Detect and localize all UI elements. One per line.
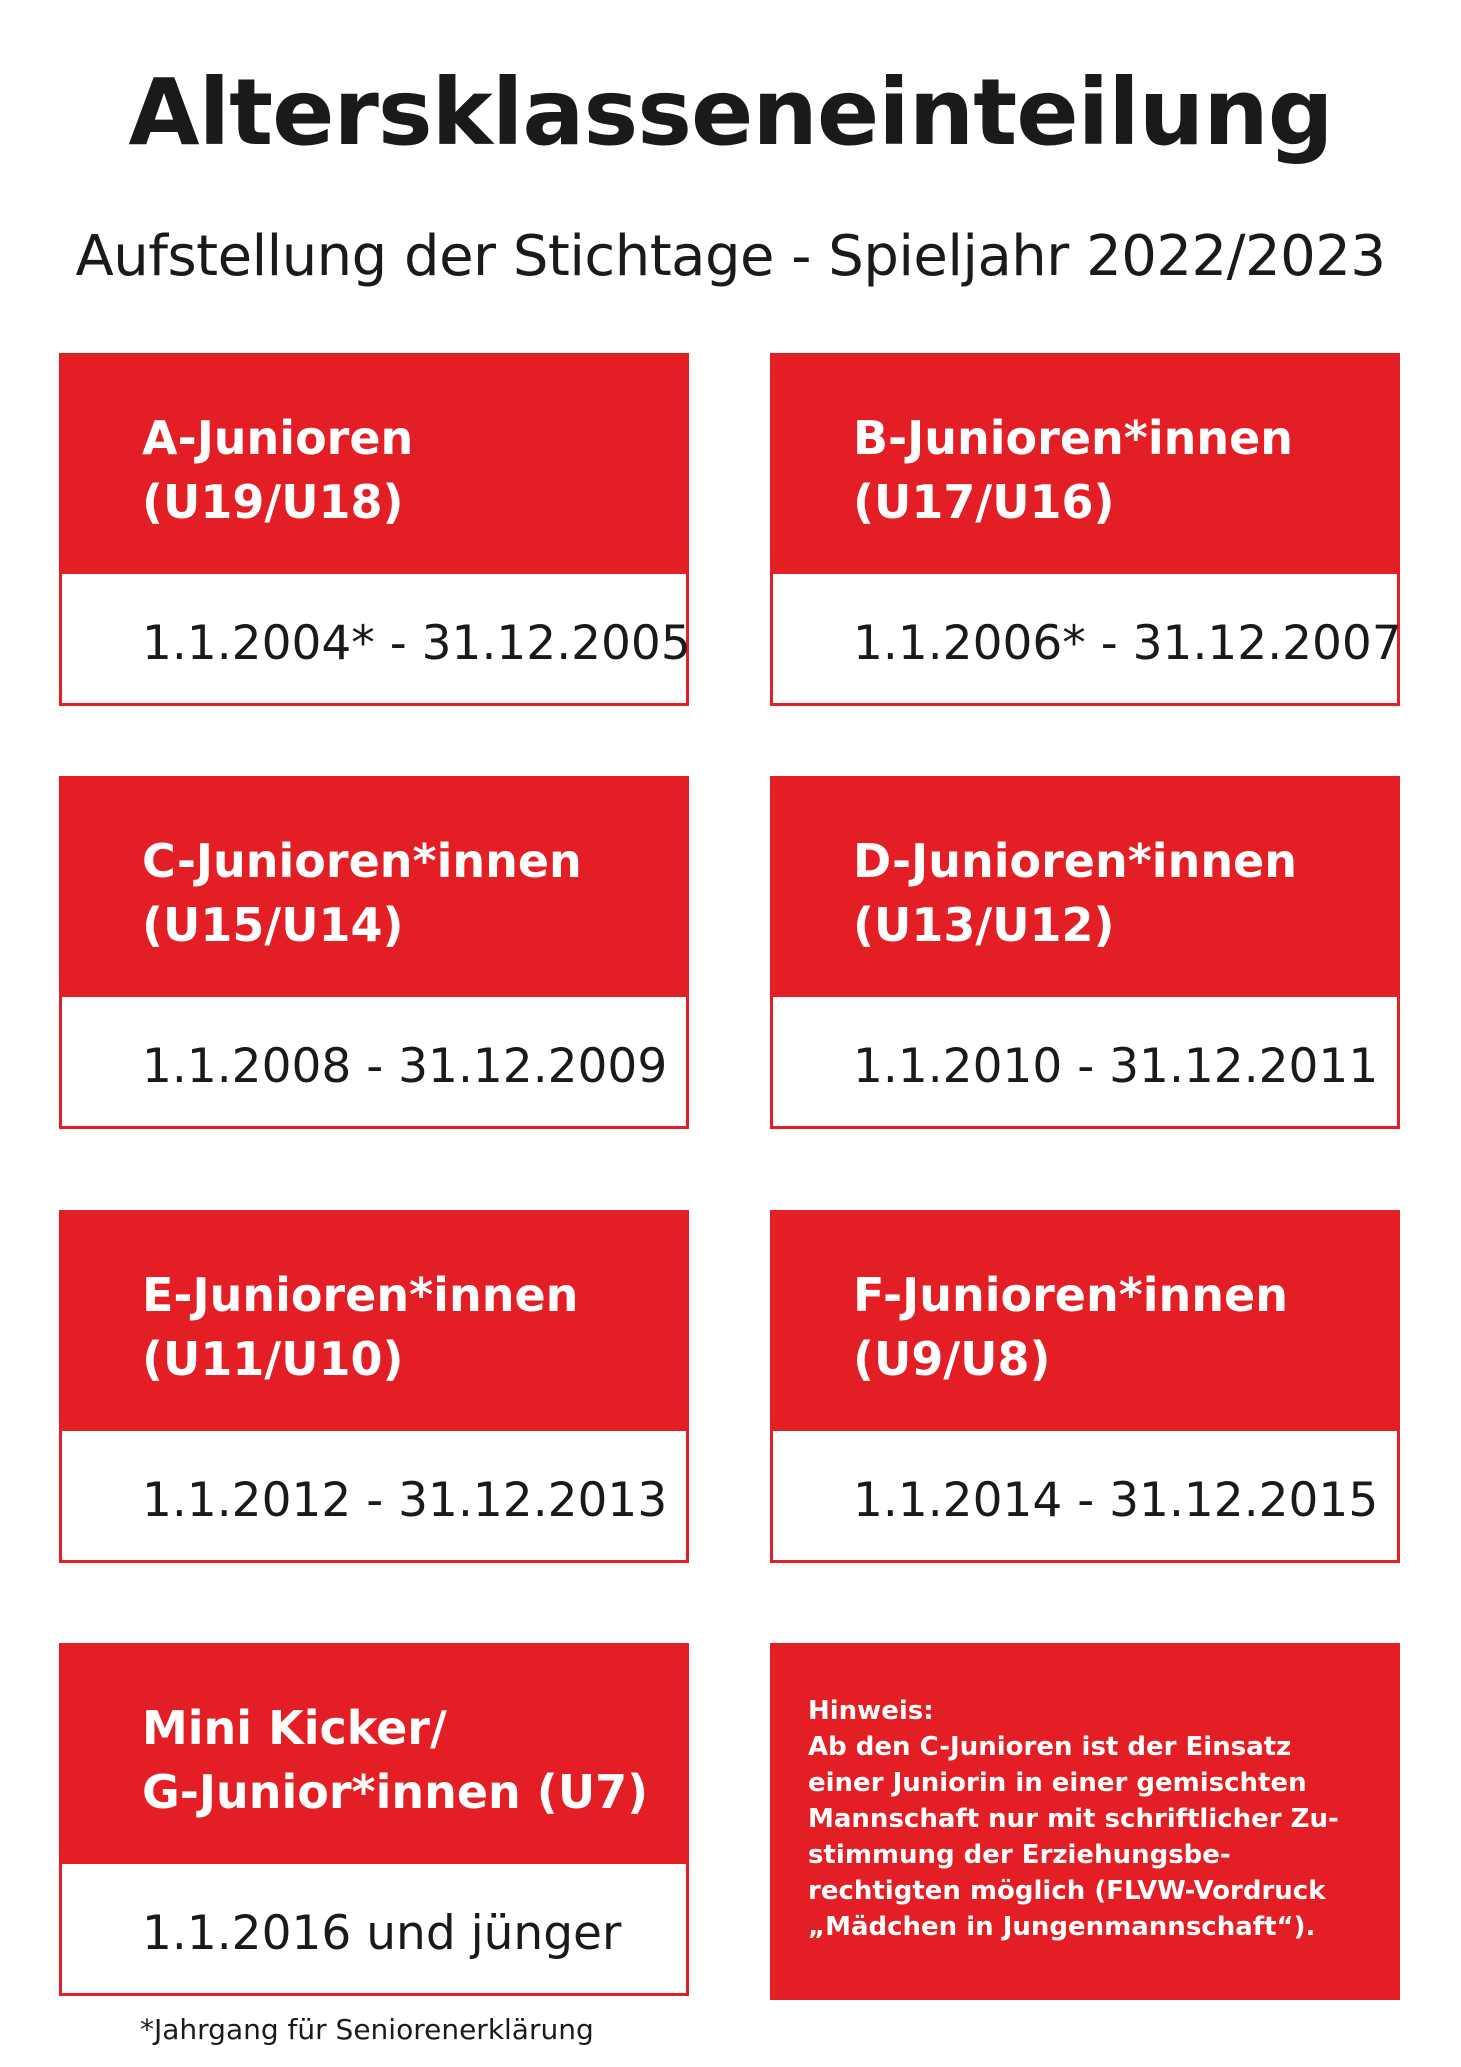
- card-header: [773, 1213, 1397, 1431]
- hint-line: Ab den C-Junioren ist der Einsatz: [808, 1732, 1292, 1762]
- card-date-range: 1.1.2016 und jünger: [142, 1906, 622, 1961]
- hint-line: rechtigten möglich (FLVW-Vordruck: [808, 1876, 1326, 1906]
- age-class-card-c: [59, 776, 689, 1129]
- card-class-name: Mini Kicker/: [142, 1701, 447, 1755]
- hint-box: [770, 1643, 1400, 2000]
- card-class-name: B-Junioren*innen: [853, 411, 1294, 465]
- age-class-card-d: [770, 776, 1400, 1129]
- card-age-group: (U19/U18): [142, 475, 404, 529]
- hint-line: Mannschaft nur mit schriftlicher Zu-: [808, 1804, 1339, 1834]
- card-age-group: G-Junior*innen (U7): [142, 1765, 649, 1819]
- hint-line: „Mädchen in Jungenmannschaft“).: [808, 1912, 1316, 1942]
- hint-line: Hinweis:: [808, 1696, 934, 1726]
- card-header: [62, 779, 686, 997]
- card-header: [62, 1646, 686, 1864]
- card-age-group: (U17/U16): [853, 475, 1115, 529]
- card-date-range: 1.1.2008 - 31.12.2009: [142, 1039, 668, 1094]
- card-age-group: (U13/U12): [853, 898, 1115, 952]
- card-date-range: 1.1.2012 - 31.12.2013: [142, 1473, 668, 1528]
- hint-line: einer Juniorin in einer gemischten: [808, 1768, 1307, 1798]
- page-subtitle: Aufstellung der Stichtage - Spieljahr 2022/2023: [75, 224, 1386, 289]
- card-class-name: C-Junioren*innen: [142, 834, 582, 888]
- card-class-name: F-Junioren*innen: [853, 1268, 1288, 1322]
- card-header: [62, 356, 686, 574]
- footnote: *Jahrgang für Seniorenerklärung: [140, 2013, 594, 2046]
- card-date-range: 1.1.2004* - 31.12.2005: [142, 616, 691, 671]
- age-class-card-e: [59, 1210, 689, 1563]
- card-age-group: (U15/U14): [142, 898, 404, 952]
- card-age-group: (U9/U8): [853, 1332, 1051, 1386]
- age-class-card-b: [770, 353, 1400, 706]
- age-class-card-f: [770, 1210, 1400, 1563]
- card-class-name: D-Junioren*innen: [853, 834, 1298, 888]
- age-class-card-a: [59, 353, 689, 706]
- card-date-range: 1.1.2006* - 31.12.2007: [853, 616, 1402, 671]
- card-header: [773, 779, 1397, 997]
- page-title: Altersklasseneinteilung: [128, 59, 1333, 166]
- hint-line: stimmung der Erziehungsbe-: [808, 1840, 1231, 1870]
- card-class-name: A-Junioren: [142, 411, 414, 465]
- card-header: [773, 356, 1397, 574]
- card-header: [62, 1213, 686, 1431]
- card-date-range: 1.1.2010 - 31.12.2011: [853, 1039, 1379, 1094]
- card-date-range: 1.1.2014 - 31.12.2015: [853, 1473, 1379, 1528]
- card-class-name: E-Junioren*innen: [142, 1268, 579, 1322]
- card-age-group: (U11/U10): [142, 1332, 404, 1386]
- age-class-card-g: [59, 1643, 689, 1996]
